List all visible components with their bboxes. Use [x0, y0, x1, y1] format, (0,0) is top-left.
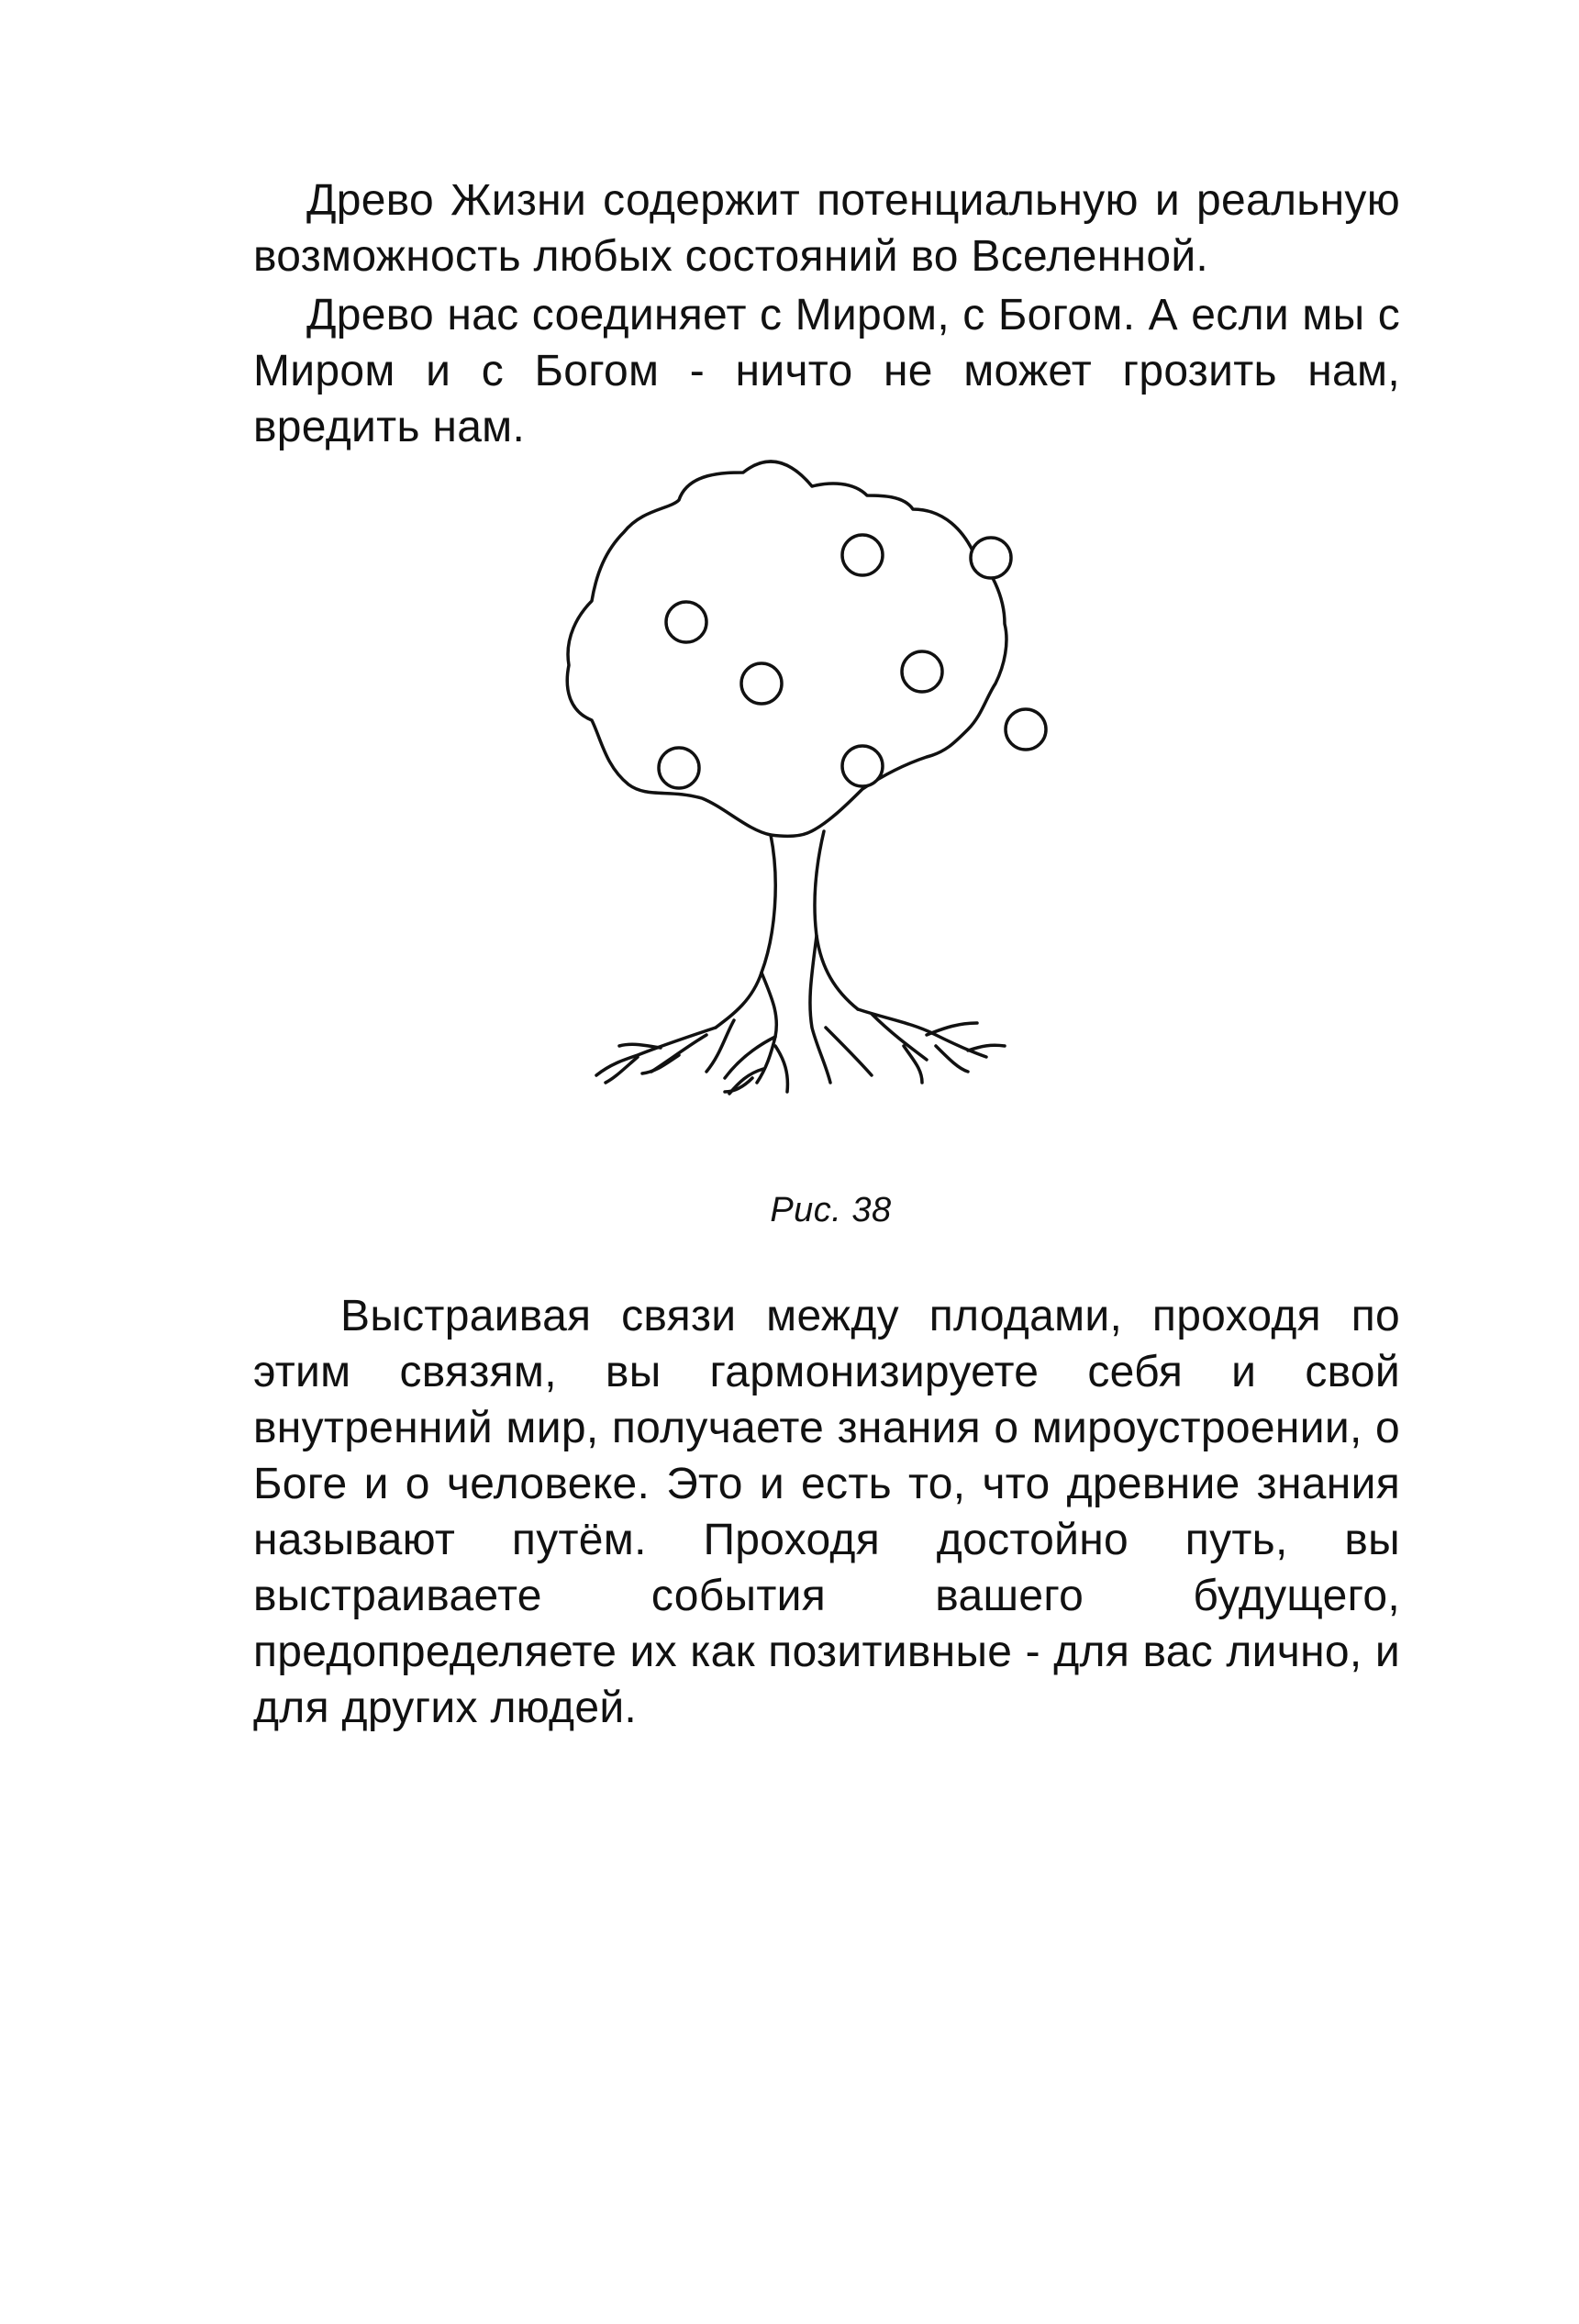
figure-caption — [0, 1191, 1579, 1230]
tree-of-life-icon — [550, 459, 1101, 1156]
tree-root — [968, 1045, 1005, 1051]
paragraph-text: Выстраивая связи между плодами, проходя по этим связям, вы гармонизируете себя и свой внутренний мир, получаете знания о мироустроении, о Боге и о человеке. Это и есть то, что древние знания называют путём. Проходя достойно путь, вы выстраиваете события вашего будущего, предопределяете их как позитивные - для вас лично, и для других людей. — [253, 1292, 1400, 1732]
tree-root — [757, 973, 776, 1083]
tree-trunk-left — [716, 835, 775, 1028]
paragraph-text: Древо Жизни содержит потенциальную и реальную возможность любых состояний во Вселенной. — [253, 176, 1400, 281]
paragraph-text: Древо нас соединяет с Миром, с Богом. А если мы с Миром и с Богом - ничто не может грозить нам, вредить нам. — [253, 291, 1400, 451]
tree-root — [826, 1028, 872, 1075]
tree-fruit — [902, 651, 942, 692]
tree-figure — [550, 459, 1101, 1156]
tree-root — [619, 1044, 661, 1048]
tree-root — [936, 1046, 968, 1072]
paragraph-tree-of-life — [253, 172, 1400, 284]
tree-root — [927, 1023, 977, 1035]
tree-trunk-right — [815, 831, 858, 1009]
tree-fruit — [659, 748, 699, 788]
tree-fruit — [842, 535, 883, 575]
tree-fruit — [741, 663, 782, 704]
tree-fruit — [842, 746, 883, 786]
tree-crown — [567, 461, 1006, 836]
paragraph-connection — [253, 287, 1400, 455]
tree-fruit — [971, 538, 1011, 578]
paragraph-connections — [253, 1288, 1400, 1736]
figure-caption-text: Рис. 38 — [770, 1191, 892, 1229]
tree-fruit — [1006, 709, 1046, 750]
tree-fruit — [666, 602, 706, 642]
tree-root — [904, 1046, 922, 1083]
tree-root — [775, 1046, 787, 1092]
